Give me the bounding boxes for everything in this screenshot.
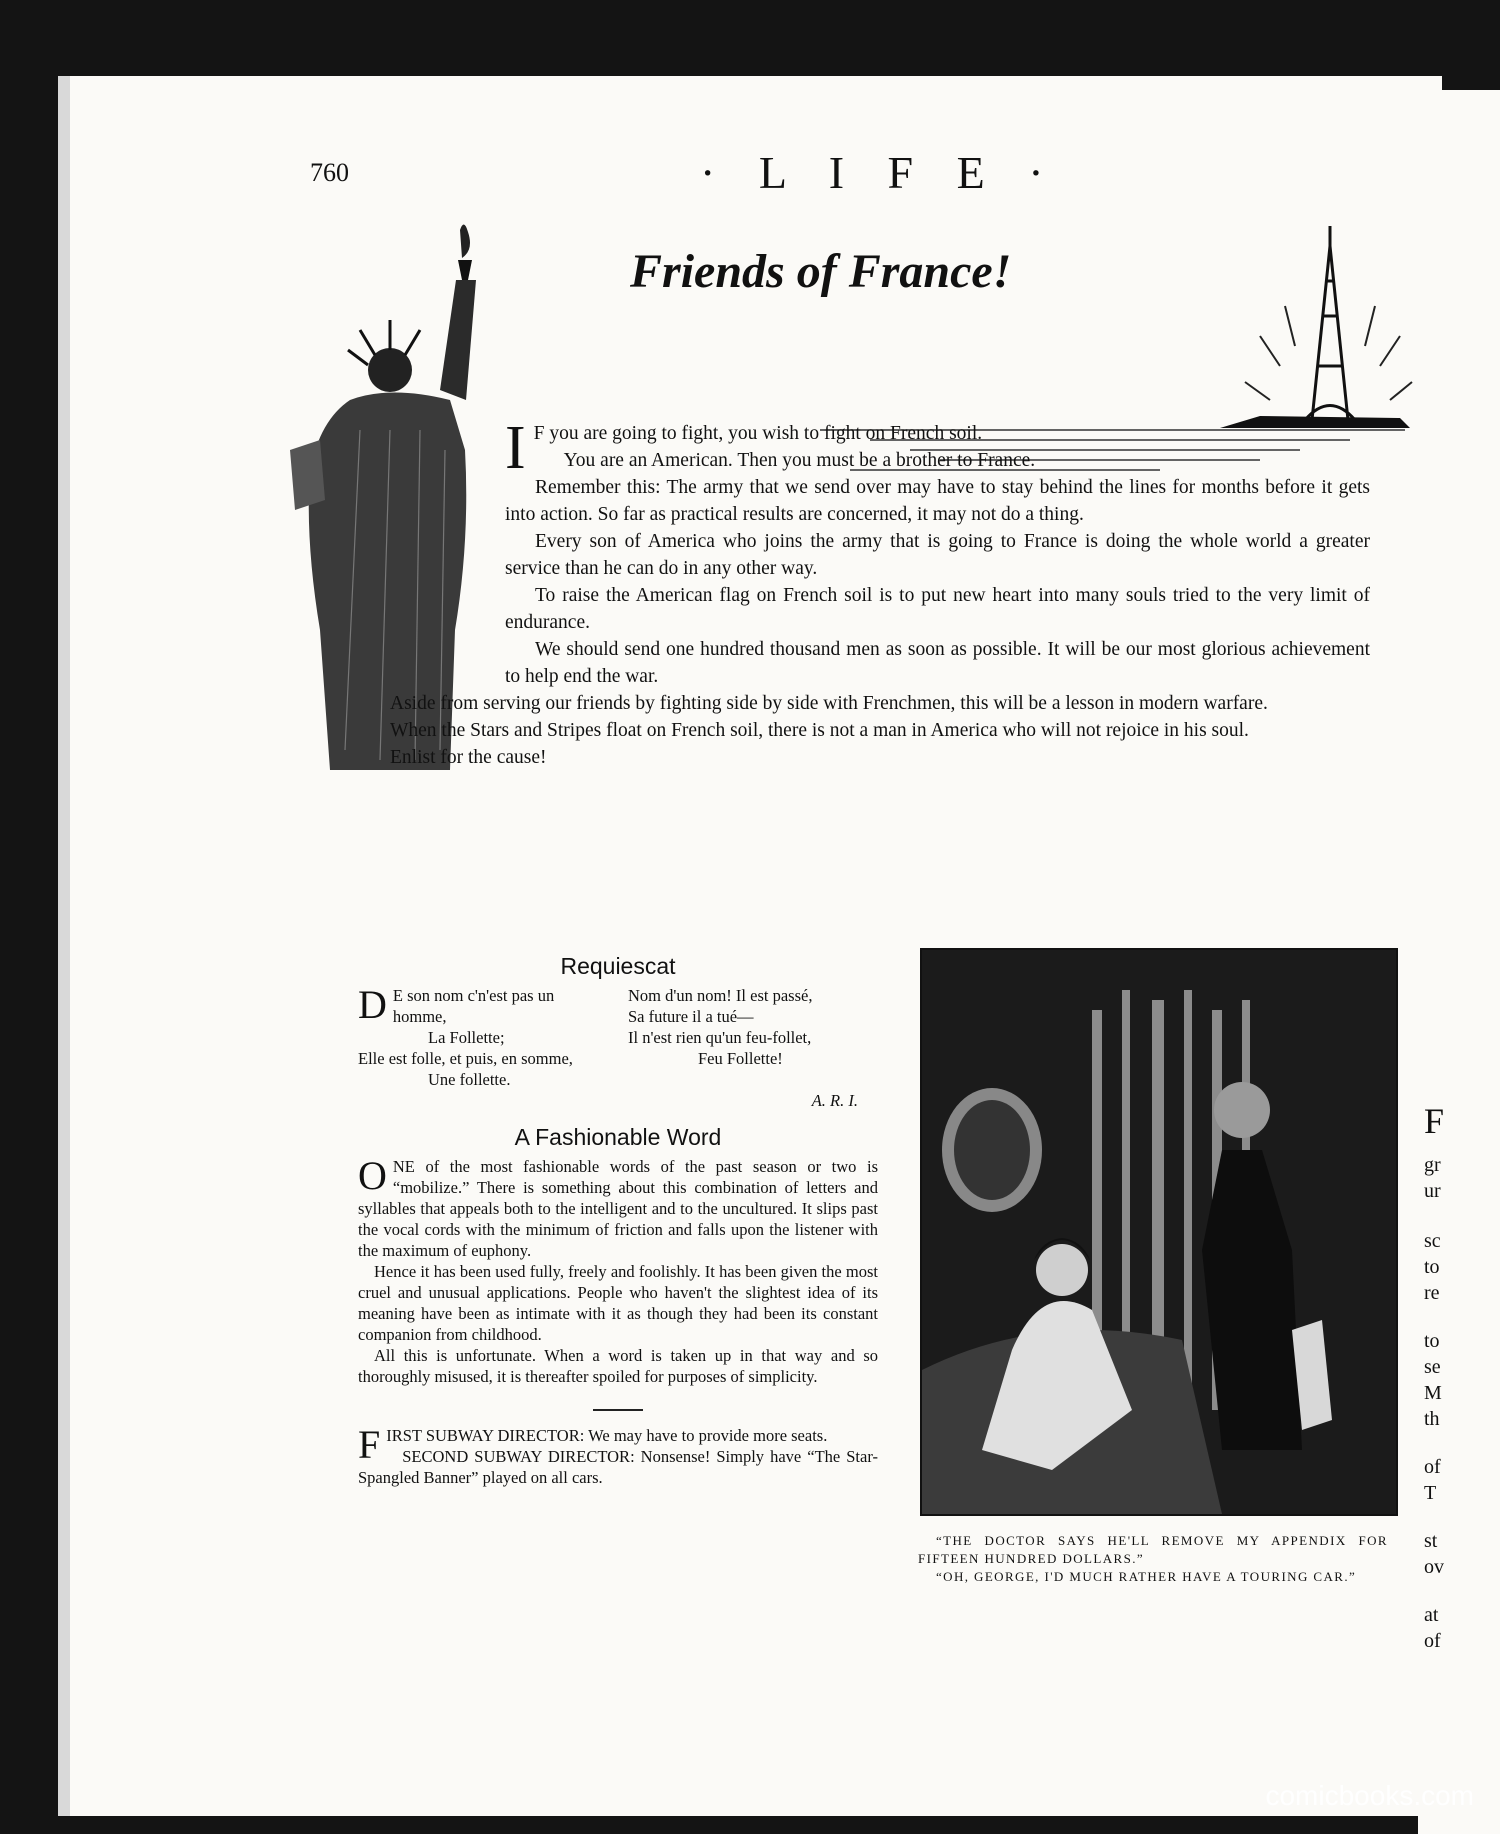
section-divider — [593, 1409, 643, 1411]
caption-line: “THE DOCTOR SAYS HE'LL REMOVE MY APPENDIX FOR FIFTEEN HUNDRED DOLLARS.” — [918, 1533, 1388, 1566]
next-page-edge — [1418, 90, 1500, 1834]
edge-letter: to — [1424, 1256, 1440, 1278]
edge-letter: at — [1424, 1604, 1439, 1626]
poem-line: Il n'est rien qu'un feu-follet, — [628, 1028, 812, 1047]
drop-cap: F — [358, 1422, 381, 1467]
poem-line: Feu Follette! — [698, 1049, 783, 1068]
article-paragraph: All this is unfortunate. When a word is taken up in that way and so thoroughly misused, it is thereafter spoiled for purposes of simplicity. — [358, 1346, 878, 1386]
essay-paragraph: Enlist for the cause! — [390, 747, 547, 768]
poem-right-stanza — [628, 985, 878, 1090]
drop-cap: I — [505, 414, 526, 482]
page-number: 760 — [310, 158, 349, 187]
essay-paragraph: Remember this: The army that we send over may have to stay behind the lines for months before it gets into action. So far as practical results are concerned, it may not do a thing. — [505, 477, 1370, 525]
drop-cap: O — [358, 1153, 387, 1198]
illustration-caption — [918, 1532, 1388, 1586]
poem-line: La Follette; — [428, 1028, 505, 1047]
essay-paragraph: To raise the American flag on French soil is to put new heart into many souls tried to the very limit of endurance. — [505, 585, 1370, 633]
fashionable-word-article — [358, 1153, 878, 1387]
masthead: · L I F E · — [700, 147, 1060, 198]
requiescat-title: Requiescat — [560, 953, 676, 979]
edge-letter: T — [1424, 1482, 1437, 1504]
essay-paragraph: You are an American. Then you must be a brother to France. — [563, 450, 1036, 471]
edge-letter: re — [1424, 1282, 1440, 1304]
poem-line: E son nom c'n'est pas un homme, — [392, 986, 555, 1026]
joke-line: IRST SUBWAY DIRECTOR: We may have to provide more seats. — [386, 1426, 828, 1445]
subway-joke — [358, 1422, 878, 1488]
essay-paragraph: We should send one hundred thousand men as soon as possible. It will be our most glorious achievement to help end the war. — [505, 639, 1370, 687]
edge-letter: st — [1424, 1530, 1438, 1552]
edge-letter: ur — [1424, 1180, 1441, 1202]
requiescat-poem — [358, 982, 878, 1090]
poem-line: Sa future il a tué— — [628, 1007, 754, 1026]
edge-letter: se — [1424, 1356, 1441, 1378]
poem-left-stanza — [358, 982, 608, 1090]
poem-signature: A. R. I. — [811, 1091, 858, 1110]
joke-line: SECOND SUBWAY DIRECTOR: Nonsense! Simply have “The Star-Spangled Banner” played on all cars. — [358, 1447, 878, 1487]
essay-paragraph: Every son of America who joins the army that is going to France is doing the whole world a greater service than he can do in any other way. — [505, 531, 1370, 579]
site-watermark: comicbooks.com — [1265, 1780, 1474, 1811]
essay-paragraph: Aside from serving our friends by fighting side by side with Frenchmen, this will be a lesson in modern warfare. — [390, 693, 1268, 714]
edge-letter: F — [1424, 1101, 1445, 1141]
edge-letter: sc — [1424, 1230, 1441, 1252]
article-paragraph: Hence it has been used fully, freely and foolishly. It has been given the most cruel and unusual applications. People who haven't the slightest idea of its meaning have been as intimate with it as though they had been its constant companion from childhood. — [358, 1262, 878, 1344]
left-column — [358, 950, 878, 1488]
edge-letter: th — [1424, 1408, 1440, 1430]
fashionable-word-title: A Fashionable Word — [514, 1124, 722, 1150]
edge-letter: ov — [1424, 1556, 1444, 1578]
headline: Friends of France! — [630, 245, 1012, 298]
poem-line: Elle est folle, et puis, en somme, — [358, 1049, 573, 1068]
drop-cap: D — [358, 982, 387, 1027]
caption-line: “OH, GEORGE, I'D MUCH RATHER HAVE A TOURING CAR.” — [936, 1569, 1357, 1584]
friends-of-france-article — [360, 414, 1370, 771]
essay-paragraph: I F you are going to fight, you wish to fight on French soil. — [505, 414, 983, 482]
edge-letter: M — [1424, 1382, 1442, 1404]
edge-letter: gr — [1424, 1154, 1441, 1176]
edge-letter: to — [1424, 1330, 1440, 1352]
article-paragraph: NE of the most fashionable words of the past season or two is “mobilize.” There is something about this combination of letters and syllables that appeals both to the intelligent and to the uncultured. It slips past the vocal cords with the minimum of friction and falls upon the listener with the maximum of euphony. — [358, 1157, 878, 1260]
doctor-scene-illustration — [920, 948, 1398, 1516]
poem-line: Nom d'un nom! Il est passé, — [628, 986, 813, 1005]
edge-letter: of — [1424, 1456, 1441, 1478]
essay-paragraph: When the Stars and Stripes float on French soil, there is not a man in America who will not rejoice in his soul. — [390, 720, 1249, 741]
poem-line: Une follette. — [428, 1070, 511, 1089]
edge-letter: of — [1424, 1630, 1441, 1652]
